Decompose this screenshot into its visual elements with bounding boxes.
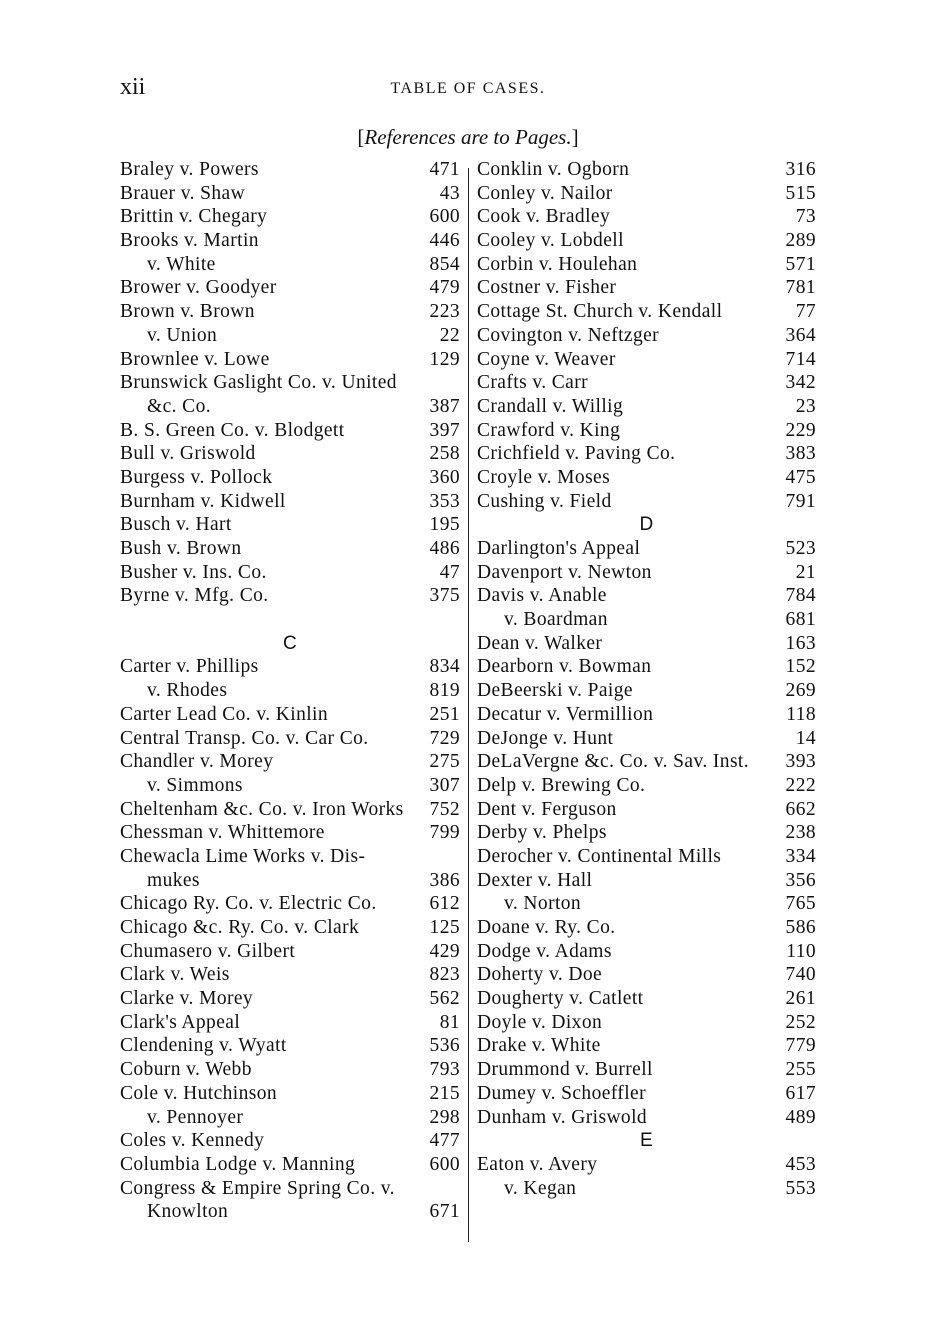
case-entry <box>477 655 816 679</box>
case-entry <box>477 798 816 822</box>
case-entry <box>120 774 460 798</box>
case-name: Crandall v. Willig <box>477 395 624 417</box>
page-reference: 600 <box>429 206 460 228</box>
case-name: Chicago &c. Ry. Co. v. Clark <box>120 917 360 938</box>
case-name: Byrne v. Mfg. Co. <box>120 585 269 607</box>
page-reference: 779 <box>785 1035 816 1057</box>
page-reference: 275 <box>429 751 460 773</box>
case-entry <box>120 466 460 490</box>
page-reference: 586 <box>785 917 816 938</box>
case-name: Busher v. Ins. Co. <box>120 561 267 583</box>
case-name: v. Kegan <box>504 1177 577 1199</box>
case-name: Darlington's Appeal <box>477 538 641 559</box>
page-reference: 195 <box>429 514 460 536</box>
case-name: Crichfield v. Paving Co. <box>477 443 676 465</box>
case-name: Burgess v. Pollock <box>120 466 273 488</box>
case-entry <box>120 1011 460 1035</box>
case-entry <box>120 324 460 348</box>
case-name: Coburn v. Webb <box>120 1059 252 1081</box>
page-reference: 125 <box>429 917 460 938</box>
running-title: TABLE OF CASES. <box>390 80 546 97</box>
case-entry <box>120 655 460 679</box>
case-entry <box>477 300 816 324</box>
right-column <box>477 158 816 1200</box>
case-name: Clark v. Weis <box>120 964 230 986</box>
page-reference: 536 <box>429 1035 460 1057</box>
case-name: Brooks v. Martin <box>120 230 259 252</box>
page-reference: 765 <box>785 893 816 915</box>
page-reference: 571 <box>785 253 816 275</box>
case-name: Dent v. Ferguson <box>477 798 617 820</box>
page-reference: 163 <box>785 632 816 654</box>
page-reference: 781 <box>785 277 816 299</box>
case-name: Dumey v. Schoeffler <box>477 1082 646 1104</box>
case-entry <box>477 892 816 916</box>
page-reference: 729 <box>429 727 460 749</box>
case-entry <box>477 916 816 940</box>
case-entry <box>477 774 816 798</box>
case-entry <box>120 750 460 774</box>
case-entry <box>120 276 460 300</box>
case-name: v. Union <box>147 324 218 346</box>
case-entry <box>120 940 460 964</box>
page-reference: 429 <box>429 940 460 962</box>
case-entry <box>120 253 460 277</box>
page-reference: 269 <box>785 680 816 702</box>
case-entry <box>120 892 460 916</box>
page-reference: 486 <box>429 538 460 559</box>
case-entry <box>477 584 816 608</box>
case-entry <box>477 253 816 277</box>
case-entry <box>477 703 816 727</box>
page-reference: 740 <box>785 964 816 986</box>
page-reference: 791 <box>785 490 816 512</box>
case-name: Conley v. Nailor <box>477 182 613 204</box>
case-name: Chewacla Lime Works v. Dis- <box>120 845 366 867</box>
page-reference: 342 <box>785 372 816 394</box>
page-reference: 152 <box>785 656 816 678</box>
page-reference: 383 <box>785 443 816 465</box>
page-reference: 375 <box>429 585 460 607</box>
case-entry <box>477 679 816 703</box>
case-name: Carter v. Phillips <box>120 656 259 678</box>
case-name: Drummond v. Burrell <box>477 1059 653 1081</box>
page-reference: 298 <box>429 1106 460 1128</box>
case-entry <box>477 821 816 845</box>
case-entry <box>477 205 816 229</box>
left-column <box>120 158 460 1224</box>
case-name: Brauer v. Shaw <box>120 182 246 204</box>
case-entry <box>120 916 460 940</box>
case-name: Bull v. Griswold <box>120 443 256 465</box>
page-reference: 553 <box>785 1177 816 1199</box>
case-name: Braley v. Powers <box>120 159 259 180</box>
section-letter-heading: D <box>639 514 654 536</box>
case-entry <box>120 727 460 751</box>
section-letter-heading: E <box>639 1130 654 1152</box>
page-reference: 479 <box>429 277 460 299</box>
page-reference: 819 <box>429 680 460 702</box>
page-reference: 238 <box>785 822 816 844</box>
case-name: Carter Lead Co. v. Kinlin <box>120 703 329 725</box>
page-reference: 334 <box>785 845 816 867</box>
case-name: Brownlee v. Lowe <box>120 348 270 370</box>
case-name: Brown v. Brown <box>120 301 255 323</box>
case-name: v. Simmons <box>147 774 243 796</box>
case-entry <box>120 963 460 987</box>
page-reference: 77 <box>795 301 816 323</box>
case-name: Dougherty v. Catlett <box>477 988 644 1010</box>
case-name: DeBeerski v. Paige <box>477 680 633 702</box>
note-bracket-close: ] <box>571 125 579 149</box>
case-name: Cole v. Hutchinson <box>120 1082 278 1104</box>
case-entry <box>477 371 816 395</box>
case-entry <box>120 182 460 206</box>
page-reference: 475 <box>785 466 816 488</box>
case-entry <box>120 395 460 419</box>
page-reference: 834 <box>429 656 460 678</box>
page-reference: 229 <box>785 419 816 441</box>
case-name: Corbin v. Houlehan <box>477 253 638 275</box>
page-reference: 252 <box>785 1011 816 1033</box>
case-name: Cheltenham &c. Co. v. Iron Works <box>120 798 404 820</box>
case-entry <box>120 561 460 585</box>
page-reference: 47 <box>439 561 460 583</box>
case-name: Clarke v. Morey <box>120 988 254 1010</box>
case-entry <box>120 1153 460 1177</box>
case-entry <box>477 632 816 656</box>
case-name: Dean v. Walker <box>477 632 603 654</box>
case-entry <box>477 987 816 1011</box>
page-reference: 307 <box>429 774 460 796</box>
case-entry <box>477 348 816 372</box>
case-name: Davis v. Anable <box>477 585 607 607</box>
note-bracket-open: [ <box>357 125 365 149</box>
case-name: Brower v. Goodyer <box>120 277 277 299</box>
case-name: Drake v. White <box>477 1035 601 1057</box>
page-reference: 662 <box>785 798 816 820</box>
page-reference: 316 <box>785 159 816 180</box>
case-entry <box>477 608 816 632</box>
case-entry <box>477 324 816 348</box>
case-entry <box>120 1200 460 1224</box>
page-reference: 386 <box>429 869 460 891</box>
page-reference: 14 <box>795 727 816 749</box>
case-entry <box>477 561 816 585</box>
case-name: Dunham v. Griswold <box>477 1106 648 1128</box>
page-reference: 356 <box>785 869 816 891</box>
case-name: Cottage St. Church v. Kendall <box>477 301 723 323</box>
case-name: Coles v. Kennedy <box>120 1130 265 1152</box>
case-name: Derby v. Phelps <box>477 822 607 844</box>
case-name: v. Norton <box>504 893 582 915</box>
page-reference: 215 <box>429 1082 460 1104</box>
case-entry <box>477 158 816 182</box>
case-entry <box>477 1082 816 1106</box>
page-reference: 523 <box>785 538 816 559</box>
case-entry <box>120 158 460 182</box>
case-name: Cook v. Bradley <box>477 206 611 228</box>
page-reference: 784 <box>785 585 816 607</box>
section-letter-heading: C <box>282 632 298 654</box>
case-name: mukes <box>147 869 200 891</box>
case-name: Dexter v. Hall <box>477 869 593 891</box>
case-name: Eaton v. Avery <box>477 1153 598 1175</box>
references-note <box>0 125 936 150</box>
page-reference: 223 <box>429 301 460 323</box>
page-reference: 793 <box>429 1059 460 1081</box>
page-reference: 255 <box>785 1059 816 1081</box>
case-entry <box>477 845 816 869</box>
case-entry <box>120 513 460 537</box>
page-reference: 714 <box>785 348 816 370</box>
case-entry <box>477 1011 816 1035</box>
case-entry <box>120 205 460 229</box>
page-reference: 752 <box>429 798 460 820</box>
case-name: Congress & Empire Spring Co. v. <box>120 1177 395 1199</box>
page-reference: 617 <box>785 1082 816 1104</box>
case-name: Decatur v. Vermillion <box>477 703 654 725</box>
case-entry <box>120 348 460 372</box>
case-entry <box>477 727 816 751</box>
case-entry <box>477 1034 816 1058</box>
page-reference: 43 <box>439 182 460 204</box>
case-name: v. White <box>147 253 216 275</box>
case-entry <box>477 442 816 466</box>
case-name: Crafts v. Carr <box>477 372 589 394</box>
case-entry <box>120 869 460 893</box>
case-name: Dearborn v. Bowman <box>477 656 652 678</box>
case-entry <box>120 300 460 324</box>
case-entry <box>477 537 816 561</box>
note-text: References are to Pages. <box>364 125 572 149</box>
page-reference: 22 <box>439 324 460 346</box>
page-reference: 393 <box>785 751 816 773</box>
case-entry <box>477 1153 816 1177</box>
page-reference: 799 <box>429 822 460 844</box>
case-name: Columbia Lodge v. Manning <box>120 1153 356 1175</box>
page-reference: 387 <box>429 395 460 417</box>
case-entry <box>477 466 816 490</box>
page-reference: 823 <box>429 964 460 986</box>
case-name: Doane v. Ry. Co. <box>477 917 616 938</box>
page-reference: 453 <box>785 1153 816 1175</box>
case-entry <box>477 940 816 964</box>
case-name: Davenport v. Newton <box>477 561 652 583</box>
case-entry <box>477 182 816 206</box>
case-entry <box>120 1129 460 1153</box>
page-reference: 489 <box>785 1106 816 1128</box>
case-entry <box>477 869 816 893</box>
case-entry <box>477 276 816 300</box>
page-reference: 21 <box>795 561 816 583</box>
page-reference: 81 <box>439 1011 460 1033</box>
case-entry <box>120 703 460 727</box>
page-reference: 477 <box>429 1130 460 1152</box>
page-reference: 612 <box>429 893 460 915</box>
case-name: DeJonge v. Hunt <box>477 727 614 749</box>
case-name: Brittin v. Chegary <box>120 206 268 228</box>
case-name: Croyle v. Moses <box>477 466 611 488</box>
case-entry <box>477 419 816 443</box>
case-entry <box>120 821 460 845</box>
case-name: Cooley v. Lobdell <box>477 230 624 252</box>
case-entry <box>120 584 460 608</box>
case-entry <box>477 1106 816 1130</box>
case-entry <box>120 229 460 253</box>
page-reference: 251 <box>429 703 460 725</box>
page-reference: 258 <box>429 443 460 465</box>
case-name: &c. Co. <box>147 395 212 417</box>
case-name: B. S. Green Co. v. Blodgett <box>120 419 345 441</box>
case-name: Busch v. Hart <box>120 514 232 536</box>
case-name: Central Transp. Co. v. Car Co. <box>120 727 369 749</box>
page-reference: 23 <box>795 395 816 417</box>
page-reference: 562 <box>429 988 460 1010</box>
case-name: Chandler v. Morey <box>120 751 274 773</box>
page-reference: 360 <box>429 466 460 488</box>
case-name: Chumasero v. Gilbert <box>120 940 296 962</box>
case-name: v. Boardman <box>504 609 608 631</box>
case-entry <box>477 750 816 774</box>
case-entry <box>120 490 460 514</box>
case-name: Clendening v. Wyatt <box>120 1035 287 1057</box>
page-reference: 110 <box>786 940 816 962</box>
case-entry <box>120 1106 460 1130</box>
case-entry <box>120 1034 460 1058</box>
page-reference: 289 <box>785 230 816 252</box>
case-name: v. Rhodes <box>147 680 228 702</box>
page-reference: 129 <box>429 348 460 370</box>
case-entry <box>120 442 460 466</box>
case-entry <box>120 1058 460 1082</box>
page-reference: 471 <box>429 159 460 180</box>
page-reference: 364 <box>785 324 816 346</box>
case-entry <box>477 490 816 514</box>
column-divider <box>468 168 469 1242</box>
case-entry <box>120 1082 460 1106</box>
case-entry <box>120 987 460 1011</box>
case-name: Covington v. Neftzger <box>477 324 660 346</box>
case-name: Brunswick Gaslight Co. v. United <box>120 372 397 394</box>
case-name: Cushing v. Field <box>477 490 612 512</box>
case-entry <box>120 679 460 703</box>
case-entry <box>120 371 460 395</box>
case-name: v. Pennoyer <box>147 1106 244 1128</box>
spacer <box>120 608 460 632</box>
case-name: Clark's Appeal <box>120 1011 241 1033</box>
page-reference: 681 <box>785 609 816 631</box>
case-entry <box>120 845 460 869</box>
case-entry <box>477 229 816 253</box>
case-entry <box>120 537 460 561</box>
case-name: Costner v. Fisher <box>477 277 617 299</box>
case-name: Dodge v. Adams <box>477 940 612 962</box>
case-entry <box>477 1058 816 1082</box>
case-name: Knowlton <box>147 1201 229 1223</box>
page-reference: 118 <box>786 703 816 725</box>
case-name: Doyle v. Dixon <box>477 1011 603 1033</box>
page-reference: 397 <box>429 419 460 441</box>
page-reference: 515 <box>785 182 816 204</box>
case-entry <box>120 419 460 443</box>
page-reference: 600 <box>429 1153 460 1175</box>
case-name: Burnham v. Kidwell <box>120 490 286 512</box>
case-entry <box>477 963 816 987</box>
case-name: Delp v. Brewing Co. <box>477 774 646 796</box>
case-name: Bush v. Brown <box>120 538 242 559</box>
case-entry <box>477 395 816 419</box>
case-name: Doherty v. Doe <box>477 964 603 986</box>
page-number: xii <box>120 74 146 100</box>
page-reference: 261 <box>785 988 816 1010</box>
case-entry <box>120 798 460 822</box>
page-reference: 446 <box>429 230 460 252</box>
page-reference: 222 <box>785 774 816 796</box>
page-reference: 73 <box>795 206 816 228</box>
case-name: Derocher v. Continental Mills <box>477 845 722 867</box>
case-name: Conklin v. Ogborn <box>477 159 630 180</box>
page-reference: 353 <box>429 490 460 512</box>
case-name: Coyne v. Weaver <box>477 348 616 370</box>
case-name: Chicago Ry. Co. v. Electric Co. <box>120 893 377 915</box>
page-reference: 854 <box>429 253 460 275</box>
case-name: Chessman v. Whittemore <box>120 822 325 844</box>
case-entry <box>120 1177 460 1201</box>
case-entry <box>477 1177 816 1201</box>
page-reference: 671 <box>429 1201 460 1223</box>
case-name: DeLaVergne &c. Co. v. Sav. Inst. <box>477 751 750 773</box>
case-name: Crawford v. King <box>477 419 621 441</box>
